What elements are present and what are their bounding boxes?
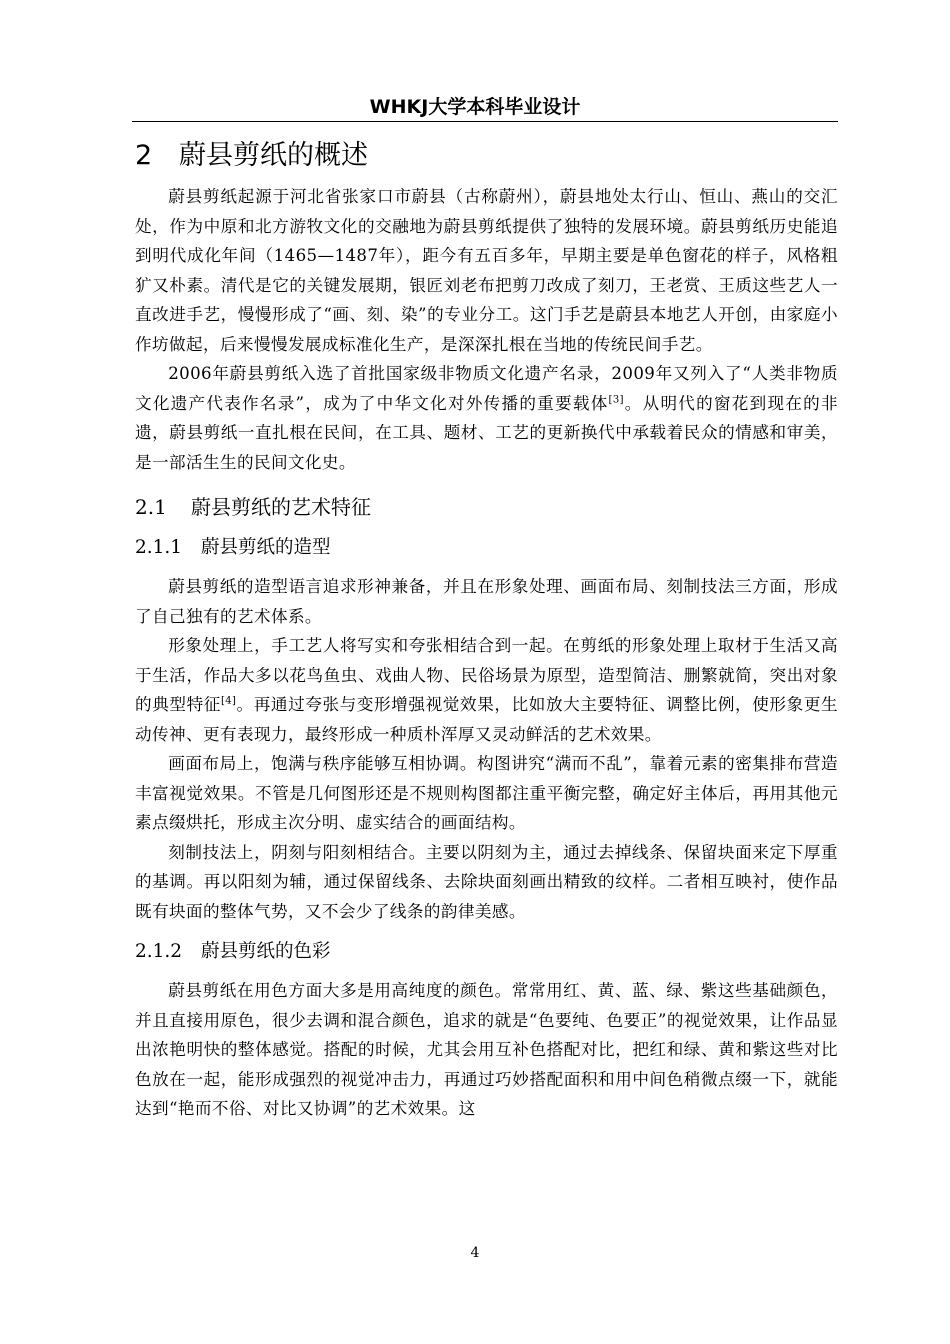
section-title-2-1-2: 蔚县剪纸的色彩: [201, 941, 331, 962]
shape-paragraph-2-text-a: 形象处理上，手工艺人将写实和夸张相结合到一起。在剪纸的形象处理上取材于生活又高于生活，作品大多以花鸟鱼虫、戏曲人物、民俗场景为原型，造型简洁、删繁就简，突出对象的典型特征: [135, 636, 838, 714]
page-content: [135, 136, 838, 1124]
section-number-2-1-2: 2.1.2: [135, 941, 183, 962]
running-header: WHKJ大学本科毕业设计: [369, 96, 581, 118]
page-number: 4: [470, 1245, 480, 1261]
section-title-2-1-1: 蔚县剪纸的造型: [201, 537, 331, 558]
chapter-number: 2: [135, 140, 153, 171]
header-rule: [132, 121, 838, 122]
intro-paragraph-2: [135, 359, 838, 477]
citation-ref-3: [3]: [608, 393, 624, 405]
shape-paragraph-1: 蔚县剪纸的造型语言追求形神兼备，并且在形象处理、画面布局、刻制技法三方面，形成了自己独有的艺术体系。: [135, 577, 838, 626]
section-title-2-1: 蔚县剪纸的艺术特征: [191, 495, 371, 519]
shape-paragraph-3: 画面布局上，饱满与秩序能够互相协调。构图讲究“满而不乱”，靠着元素的密集排布营造丰富视觉效果。不管是几何图形还是不规则构图都注重平衡完整，确定好主体后，再用其他元素点缀烘托，形成主次分明、虚实结合的画面结构。: [135, 754, 838, 832]
shape-paragraph-2-text-b: 。再通过夸张与变形增强视觉效果，比如放大主要特征、调整比例，使形象更生动传神、更有表现力，最终形成一种质朴浑厚又灵动鲜活的艺术效果。: [135, 695, 838, 744]
shape-paragraph-2: [135, 631, 838, 749]
shape-paragraph-4: 刻制技法上，阴刻与阳刻相结合。主要以阴刻为主，通过去掉线条、保留块面来定下厚重的基调。再以阳刻为辅，通过保留线条、去除块面刻画出精致的纹样。二者相互映衬，使作品既有块面的整体气势，又不会少了线条的韵律美感。: [135, 842, 838, 921]
section-heading-2-1-1: [135, 534, 838, 562]
section-heading-2-1: [135, 492, 838, 522]
intro-paragraph-2-text-a: 2006年蔚县剪纸入选了首批国家级非物质文化遗产名录，2009年又列入了“人类非物质文化遗产代表作名录”，成为了中华文化对外传播的重要载体: [135, 364, 838, 413]
chapter-heading: [135, 136, 838, 176]
intro-paragraph-1: 蔚县剪纸起源于河北省张家口市蔚县（古称蔚州），蔚县地处太行山、恒山、燕山的交汇处，作为中原和北方游牧文化的交融地为蔚县剪纸提供了独特的发展环境。蔚县剪纸历史能追到明代成化年间（1465—1487年），距今有五百多年，早期主要是单色窗花的样子，风格粗犷又朴素。清代是它的关键发展期，银匠刘老布把剪刀改成了刻刀，王老赏、王质这些艺人一直改进手艺，慢慢形成了“画、刻、染”的专业分工。这门手艺是蔚县本地艺人开创，由家庭小作坊做起，后来慢慢发展成标准化生产，是深深扎根在当地的传统民间手艺。: [135, 187, 838, 354]
section-number-2-1-1: 2.1.1: [135, 537, 183, 558]
intro-paragraph-2-text-b: 。从明代的窗花到现在的非遗，蔚县剪纸一直扎根在民间，在工具、题材、工艺的更新换代中承载着民众的情感和审美，是一部活生生的民间文化史。: [135, 393, 838, 472]
citation-ref-4: [4]: [220, 695, 237, 707]
section-heading-2-1-2: [135, 938, 838, 966]
chapter-title: 蔚县剪纸的概述: [179, 140, 368, 171]
section-number-2-1: 2.1: [135, 495, 167, 519]
color-paragraph-1: 蔚县剪纸在用色方面大多是用高纯度的颜色。常常用红、黄、蓝、绿、紫这些基础颜色，并且直接用原色，很少去调和混合颜色，追求的就是“色要纯、色要正”的视觉效果，让作品显出浓艳明快的整体感觉。搭配的时候，尤其会用互补色搭配对比，把红和绿、黄和紫这些对比色放在一起，能形成强烈的视觉冲击力，再通过巧妙搭配面积和用中间色稍微点缀一下，就能达到“艳而不俗、对比又协调”的艺术效果。这: [135, 981, 838, 1118]
